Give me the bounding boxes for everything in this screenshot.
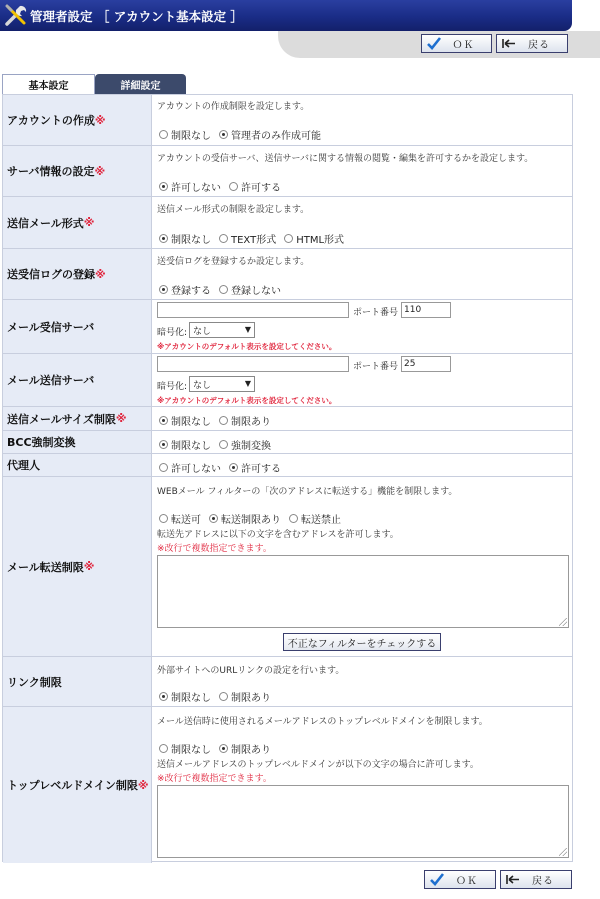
row-size-limit [3, 407, 572, 431]
encryption-label: 暗号化: [157, 382, 188, 392]
radio-not-allow[interactable]: 許可しない [159, 460, 221, 475]
forward-address-textarea[interactable] [157, 555, 569, 628]
default-note: ※アカウントのデフォルト表示を設定してください。 [157, 342, 337, 351]
radio-html-format[interactable]: HTML形式 [284, 231, 344, 246]
row-description: 外部サイトへのURLリンクの設定を行います。 [157, 666, 345, 676]
radio-forward-allowed[interactable]: 転送可 [159, 511, 201, 526]
radio-limited[interactable]: 制限あり [219, 689, 271, 704]
radio-no-limit[interactable]: 制限なし [159, 437, 211, 452]
radio-force-convert[interactable]: 強制変換 [219, 437, 271, 452]
tab-detail-settings[interactable]: 詳細設定 [95, 74, 186, 94]
resize-grip-icon[interactable] [559, 848, 567, 856]
radio-limited[interactable]: 制限あり [219, 413, 271, 428]
radio-forward-forbidden[interactable]: 転送禁止 [289, 511, 341, 526]
row-label: 代理人 [3, 454, 152, 476]
back-button-top[interactable] [496, 34, 568, 53]
radio-allow[interactable]: 許可する [229, 460, 281, 475]
row-send-server [3, 354, 572, 407]
tld-textarea[interactable] [157, 785, 569, 858]
recv-port-input[interactable]: 110 [401, 302, 451, 318]
radio-not-register[interactable]: 登録しない [219, 282, 281, 297]
default-note: ※アカウントのデフォルト表示を設定してください。 [157, 396, 337, 405]
back-button-label: 戻る [528, 40, 550, 51]
radio-no-limit[interactable]: 制限なし [159, 741, 211, 756]
title-bar [0, 0, 572, 31]
row-send-format [3, 197, 572, 249]
back-button-label: 戻る [532, 876, 554, 887]
row-forward [3, 477, 572, 657]
radio-admin-only[interactable]: 管理者のみ作成可能 [219, 127, 321, 142]
back-arrow-icon [501, 36, 517, 51]
settings-form [2, 94, 573, 862]
dropdown-arrow-icon: ▼ [244, 325, 251, 334]
tools-icon [4, 4, 28, 28]
multi-line-note: ※改行で複数指定できます。 [157, 544, 272, 554]
recv-host-input[interactable] [157, 302, 349, 318]
row-label: BCC強制変換 [3, 431, 152, 453]
radio-register[interactable]: 登録する [159, 282, 211, 297]
row-bcc [3, 431, 572, 454]
checkmark-icon [429, 872, 445, 887]
encryption-label: 暗号化: [157, 328, 188, 338]
ok-button-label: ＯＫ [456, 876, 478, 887]
row-label: リンク制限 [3, 657, 152, 706]
radio-no-limit[interactable]: 制限なし [159, 689, 211, 704]
send-port-input[interactable]: 25 [401, 356, 451, 372]
radio-allow[interactable]: 許可する [229, 179, 281, 194]
row-label: 送信メールサイズ制限 ※ [3, 407, 152, 430]
dropdown-arrow-icon: ▼ [244, 379, 251, 388]
row-description-2: 転送先アドレスに以下の文字を含むアドレスを許可します。 [157, 530, 399, 540]
row-description: WEBメール フィルターの「次のアドレスに転送する」機能を制限します。 [157, 487, 458, 497]
row-description: アカウントの受信サーバ、送信サーバに関する情報の閲覧・編集を許可するかを設定します。 [157, 154, 534, 164]
row-description: 送信メール形式の制限を設定します。 [157, 205, 310, 215]
tab-basic-settings[interactable]: 基本設定 [2, 74, 95, 94]
recv-encryption-select[interactable]: なし ▼ [189, 322, 255, 338]
row-label: アカウントの作成 ※ [3, 95, 152, 145]
row-account-create [3, 95, 572, 146]
row-description: アカウントの作成制限を設定します。 [157, 102, 310, 112]
radio-forward-limited[interactable]: 転送制限あり [209, 511, 281, 526]
row-log [3, 249, 572, 300]
radio-limited[interactable]: 制限あり [219, 741, 271, 756]
row-label: トップレベルドメイン制限 ※ [3, 707, 152, 863]
row-description-2: 送信メールアドレスのトップレベルドメインが以下の文字の場合に許可します。 [157, 760, 479, 770]
row-proxy [3, 454, 572, 477]
resize-grip-icon[interactable] [559, 618, 567, 626]
row-recv-server [3, 300, 572, 354]
multi-line-note: ※改行で複数指定できます。 [157, 774, 272, 784]
ok-button-label: ＯＫ [452, 40, 475, 51]
radio-not-allow[interactable]: 許可しない [159, 179, 221, 194]
ok-button-bottom[interactable] [424, 870, 496, 889]
radio-no-limit[interactable]: 制限なし [159, 231, 211, 246]
row-server-info [3, 146, 572, 197]
back-arrow-icon [505, 872, 521, 887]
row-label: メール転送制限 ※ [3, 477, 152, 656]
port-label: ポート番号 [353, 362, 399, 372]
row-label: メール送信サーバ [3, 354, 152, 406]
radio-no-limit[interactable]: 制限なし [159, 127, 211, 142]
row-tld [3, 707, 572, 863]
row-label: 送信メール形式 ※ [3, 197, 152, 248]
row-link [3, 657, 572, 707]
row-label: 送受信ログの登録 ※ [3, 249, 152, 299]
check-filter-button[interactable]: 不正なフィルターをチェックする [283, 633, 441, 651]
row-label: サーバ情報の設定 ※ [3, 146, 152, 196]
send-encryption-select[interactable]: なし ▼ [189, 376, 255, 392]
row-label: メール受信サーバ [3, 300, 152, 353]
row-description: 送受信ログを登録するか設定します。 [157, 257, 310, 267]
row-description: メール送信時に使用されるメールアドレスのトップレベルドメインを制限します。 [157, 717, 488, 727]
send-host-input[interactable] [157, 356, 349, 372]
checkmark-icon [426, 36, 442, 51]
radio-no-limit[interactable]: 制限なし [159, 413, 211, 428]
page-title: 管理者設定 ［ アカウント基本設定 ］ [30, 9, 243, 24]
back-button-bottom[interactable] [500, 870, 572, 889]
radio-text-format[interactable]: TEXT形式 [219, 231, 276, 246]
ok-button-top[interactable] [421, 34, 492, 53]
port-label: ポート番号 [353, 308, 399, 318]
